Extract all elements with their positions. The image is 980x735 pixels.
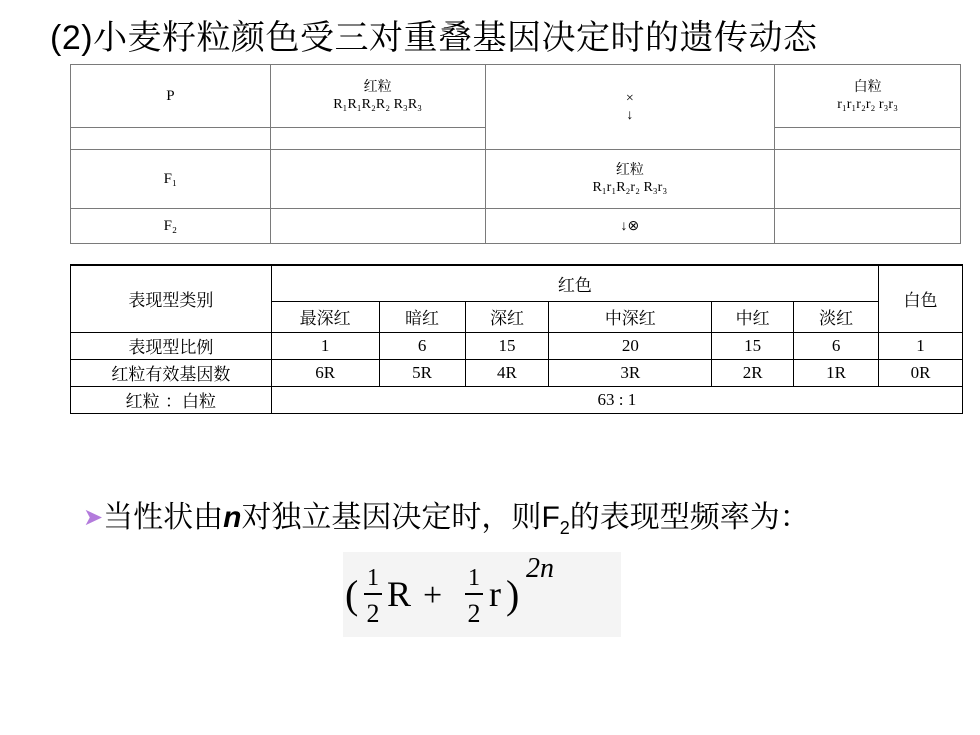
class-cell: 最深红 <box>271 301 379 332</box>
title-text: 小麦籽粒颜色受三对重叠基因决定时的遗传动态 <box>93 18 818 58</box>
ratio-cell: 15 <box>712 332 794 359</box>
empty-cell <box>775 128 961 150</box>
selfing-symbol: ↓⊗ <box>485 209 775 244</box>
note-f: F <box>541 501 560 534</box>
p-label: P <box>71 65 271 128</box>
genes-cell: 0R <box>879 359 963 386</box>
formula-R: R <box>387 574 412 614</box>
f2-label: F₂ <box>71 209 271 244</box>
formula-svg <box>343 552 621 637</box>
formula-numerator-2: 1 <box>468 565 480 591</box>
bullet-arrow-icon: ➤ <box>83 503 104 531</box>
formula-close-paren: ) <box>506 572 520 617</box>
genes-label: 红粒有效基因数 <box>71 359 272 386</box>
genes-cell: 2R <box>712 359 794 386</box>
ratio-cell: 6 <box>379 332 465 359</box>
parent2-cell <box>775 65 961 128</box>
frequency-note <box>83 492 810 539</box>
note-text-a: 当性状由 <box>103 500 224 535</box>
formula-denominator-1: 2 <box>366 599 380 628</box>
red-label: 红色 <box>271 265 878 301</box>
class-cell: 暗红 <box>379 301 465 332</box>
phenotype-table <box>70 264 963 414</box>
genes-cell: 5R <box>379 359 465 386</box>
f1-name: 红粒 <box>615 162 644 178</box>
page-title <box>50 10 818 59</box>
cross-symbol-cell <box>485 65 775 150</box>
class-cell: 中深红 <box>549 301 712 332</box>
note-n: n <box>223 501 242 534</box>
formula-r: r <box>489 574 501 614</box>
genes-cell: 1R <box>794 359 879 386</box>
ratio-cell: 20 <box>549 332 712 359</box>
title-prefix: (2) <box>50 19 94 57</box>
class-cell: 中红 <box>712 301 794 332</box>
f1-cell <box>485 150 775 209</box>
cross-down-arrow: ↓ <box>626 108 634 123</box>
class-cell: 深红 <box>465 301 549 332</box>
parent1-name: 红粒 <box>363 79 392 95</box>
ratio-cell: 1 <box>271 332 379 359</box>
empty-cell <box>270 209 485 244</box>
f1-genotype: R₁r₁R₂r₂ R₃r₃ <box>592 180 668 195</box>
cross-symbol: × <box>625 91 634 106</box>
red-white-label: 红粒 ：白粒 <box>71 386 272 413</box>
formula-numerator-1: 1 <box>367 565 379 591</box>
empty-cell <box>270 150 485 209</box>
ratio-cell: 1 <box>879 332 963 359</box>
genes-cell: 4R <box>465 359 549 386</box>
formula-denominator-2: 2 <box>467 599 481 628</box>
empty-cell <box>775 150 961 209</box>
cross-table <box>70 64 961 244</box>
ratio-cell: 6 <box>794 332 879 359</box>
formula-open-paren: ( <box>345 572 359 617</box>
empty-cell <box>775 209 961 244</box>
white-label: 白色 <box>879 265 963 332</box>
ratio-cell: 15 <box>465 332 549 359</box>
formula-exponent: 2n <box>526 553 554 584</box>
parent2-genotype: r₁r₁r₂r₂ r₃r₃ <box>837 97 898 112</box>
empty-cell <box>71 128 271 150</box>
genes-cell: 3R <box>549 359 712 386</box>
red-white-ratio: 63 : 1 <box>271 386 962 413</box>
note-text-b: 对独立基因决定时，则 <box>241 500 542 535</box>
parent1-cell <box>270 65 485 128</box>
f1-label: F₁ <box>71 150 271 209</box>
empty-cell <box>270 128 485 150</box>
note-text-c: 的表现型频率为： <box>569 500 810 535</box>
parent1-genotype: R₁R₁R₂R₂ R₃R₃ <box>333 97 423 112</box>
parent2-name: 白粒 <box>853 79 882 95</box>
note-sub: 2 <box>559 518 570 538</box>
genes-cell: 6R <box>271 359 379 386</box>
class-cell: 淡红 <box>794 301 879 332</box>
frequency-formula <box>343 552 621 637</box>
formula-plus: + <box>423 577 443 614</box>
category-label: 表现型类别 <box>71 265 272 332</box>
ratio-label: 表现型比例 <box>71 332 272 359</box>
